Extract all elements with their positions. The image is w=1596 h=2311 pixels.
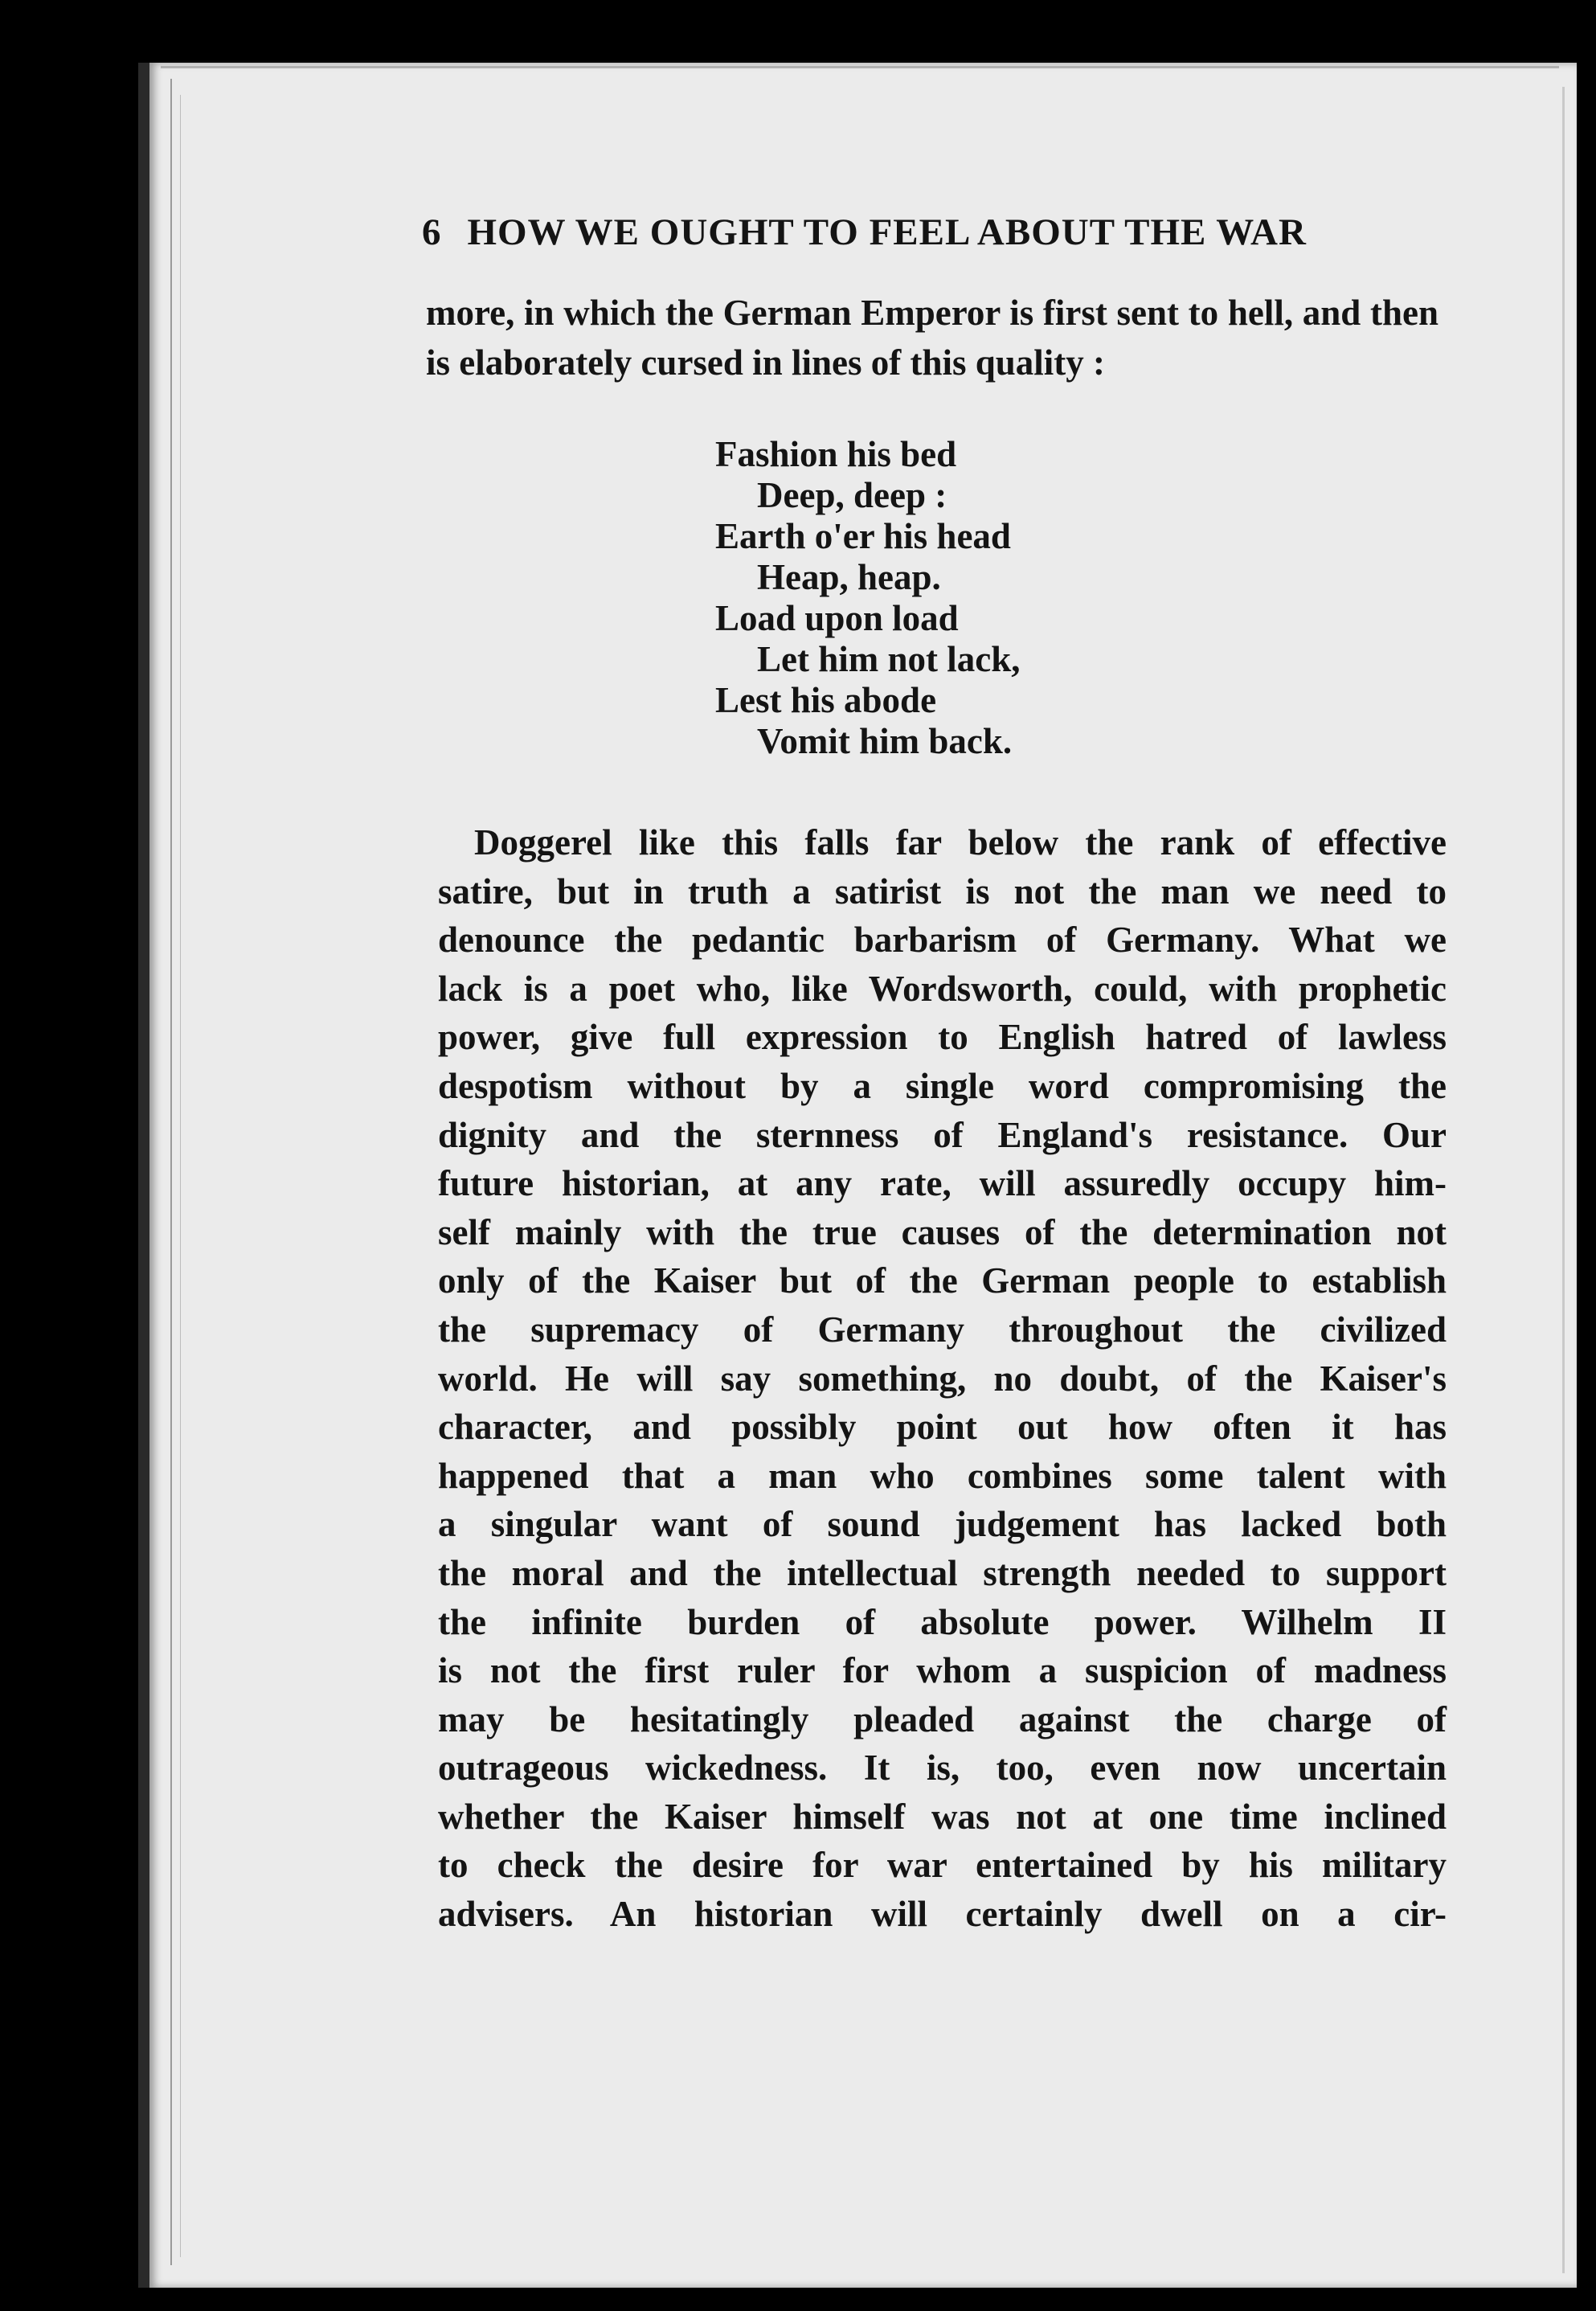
verse-line: Load upon load xyxy=(715,598,959,638)
text-line: self mainly with the true causes of the determination not xyxy=(438,1211,1447,1252)
text-line: outrageous wickedness. It is, too, even now uncertain xyxy=(438,1748,1447,1789)
text-line: the supremacy of Germany throughout the civilized xyxy=(438,1309,1447,1350)
running-header xyxy=(422,211,1434,254)
quoted-verse xyxy=(715,434,1021,762)
text-line: despotism without by a single word compromising the xyxy=(438,1065,1447,1106)
text-line: the infinite burden of absolute power. Wilhelm II xyxy=(438,1601,1447,1642)
text-line: a singular want of sound judgement has lacked both xyxy=(438,1504,1447,1545)
page-gutter-edge xyxy=(170,79,172,2265)
verse-line: Let him not lack, xyxy=(757,639,1021,679)
running-title: HOW WE OUGHT TO FEEL ABOUT THE WAR xyxy=(467,211,1307,253)
text-line: is not the first ruler for whom a suspicion of madness xyxy=(438,1650,1447,1691)
text-line: happened that a man who combines some talent with xyxy=(438,1455,1447,1496)
text-line: denounce the pedantic barbarism of Germany. What we xyxy=(438,920,1447,961)
text-line: Doggerel like this falls far below the rank of effective xyxy=(474,822,1447,863)
page-number: 6 xyxy=(422,211,442,253)
verse-line: Earth o'er his head xyxy=(715,516,1011,556)
text-line: satire, but in truth a satirist is not the man we need to xyxy=(438,871,1447,912)
text-line: future historian, at any rate, will assuredly occupy him- xyxy=(438,1163,1447,1204)
verse-line: Heap, heap. xyxy=(757,557,941,597)
text-line: power, give full expression to English hatred of lawless xyxy=(438,1017,1447,1058)
page-gutter-edge-inner xyxy=(180,95,181,2257)
body-paragraph xyxy=(438,818,1447,1939)
page-top-edge xyxy=(161,66,1559,68)
text-line: the moral and the intellectual strength needed to support xyxy=(438,1552,1447,1593)
text-line: to check the desire for war entertained by his military xyxy=(438,1845,1447,1886)
page-right-edge xyxy=(1562,87,1565,2273)
paragraph-continued: more, in which the German Emperor is first sent to hell, and then is elaborately cursed in lines of this quality : xyxy=(426,293,1438,383)
text-line: dignity and the sternness of England's resistance. Our xyxy=(438,1114,1447,1155)
verse-line: Deep, deep : xyxy=(757,475,947,515)
text-line: only of the Kaiser but of the German people to establish xyxy=(438,1260,1447,1301)
text-line: advisers. An historian will certainly dwell on a cir- xyxy=(438,1894,1447,1935)
verse-line: Fashion his bed xyxy=(715,434,957,474)
text-line: lack is a poet who, like Wordsworth, could, with prophetic xyxy=(438,968,1447,1009)
text-line: may be hesitatingly pleaded against the charge of xyxy=(438,1698,1447,1739)
verse-line: Vomit him back. xyxy=(757,721,1013,761)
text-line: world. He will say something, no doubt, of the Kaiser's xyxy=(438,1358,1447,1399)
text-line: whether the Kaiser himself was not at one time inclined xyxy=(438,1796,1447,1837)
verse-line: Lest his abode xyxy=(715,680,937,720)
text-line: character, and possibly point out how often it has xyxy=(438,1407,1447,1448)
